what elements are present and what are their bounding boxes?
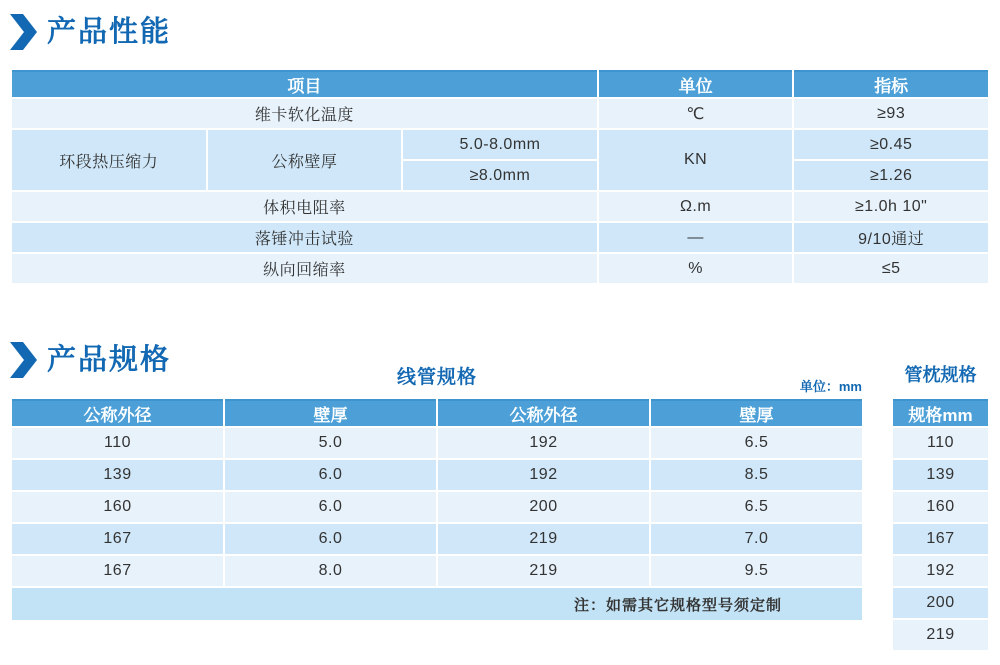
page-title: 产品性能 — [47, 15, 172, 48]
table-cell: 7.0 — [651, 524, 862, 554]
table-cell: 167 — [12, 556, 223, 586]
table-cell: 110 — [12, 428, 223, 458]
table-cell: 167 — [893, 524, 988, 554]
header-cell: 公称外径 — [438, 399, 649, 426]
table-row — [893, 460, 988, 490]
table-cell: 200 — [438, 492, 649, 522]
table-cell: ≥8.0mm — [403, 161, 597, 190]
table-cell: 160 — [12, 492, 223, 522]
table-cell: 200 — [893, 588, 988, 618]
chevron-icon — [10, 14, 37, 50]
table-header-row — [12, 70, 988, 97]
header-cell: 壁厚 — [225, 399, 436, 426]
table-cell: ≥93 — [794, 99, 988, 128]
table-row — [893, 524, 988, 554]
table-header-row — [893, 399, 988, 426]
note-cell: 注：如需其它规格型号须定制 — [12, 588, 862, 620]
table-row — [893, 492, 988, 522]
table-cell: 8.0 — [225, 556, 436, 586]
header-cell-unit: 单位 — [599, 70, 793, 97]
table-cell: 192 — [893, 556, 988, 586]
table-row — [12, 460, 862, 490]
table-cell: 192 — [438, 428, 649, 458]
table-cell: % — [599, 254, 793, 283]
table-row — [893, 428, 988, 458]
table-cell: ℃ — [599, 99, 793, 128]
table-cell: ≥0.45 — [794, 130, 988, 159]
table-cell: 139 — [893, 460, 988, 490]
table-cell: 环段热压缩力 — [12, 130, 206, 190]
table-cell: 192 — [438, 460, 649, 490]
table-cell: — — [599, 223, 793, 252]
table-row — [893, 588, 988, 618]
table-cell: ≤5 — [794, 254, 988, 283]
table-cell: 6.0 — [225, 524, 436, 554]
unit-note: 单位：mm — [799, 379, 862, 394]
table-cell: 体积电阻率 — [12, 192, 597, 221]
table-row — [12, 428, 862, 458]
table-row — [12, 130, 988, 159]
table-cell: KN — [599, 130, 793, 190]
header-cell-item: 项目 — [12, 70, 597, 97]
table-cell: ≥1.0h 10" — [794, 192, 988, 221]
table-cell: 110 — [893, 428, 988, 458]
table-cell: 纵向回缩率 — [12, 254, 597, 283]
table-row — [12, 492, 862, 522]
table-cell: 维卡软化温度 — [12, 99, 597, 128]
pipe-spec-table — [10, 397, 864, 622]
table-cell: 9.5 — [651, 556, 862, 586]
table-cell: 5.0-8.0mm — [403, 130, 597, 159]
table-row — [12, 254, 988, 283]
header-cell-index: 指标 — [794, 70, 988, 97]
table-row — [893, 620, 988, 650]
performance-table — [10, 68, 990, 285]
table-cell: Ω.m — [599, 192, 793, 221]
table-row — [12, 192, 988, 221]
table-cell: 公称壁厚 — [208, 130, 402, 190]
table-cell: 8.5 — [651, 460, 862, 490]
performance-section-title — [10, 14, 171, 50]
table-cell: 6.0 — [225, 492, 436, 522]
table-cell: 6.0 — [225, 460, 436, 490]
header-cell: 公称外径 — [12, 399, 223, 426]
header-cell: 壁厚 — [651, 399, 862, 426]
table-cell: 6.5 — [651, 428, 862, 458]
table-cell: 167 — [12, 524, 223, 554]
table-cell: 219 — [438, 556, 649, 586]
table-row — [12, 223, 988, 252]
table-header-row — [12, 399, 862, 426]
table-row — [12, 556, 862, 586]
header-cell: 规格mm — [893, 399, 988, 426]
pillow-spec-table — [891, 397, 990, 652]
table-cell: 219 — [438, 524, 649, 554]
pillow-table-caption: 管枕规格 — [904, 365, 977, 385]
table-note-row — [12, 588, 862, 620]
table-row — [893, 556, 988, 586]
table-cell: ≥1.26 — [794, 161, 988, 190]
table-row — [12, 524, 862, 554]
section-title-text: 产品规格 — [47, 343, 172, 376]
table-row — [12, 99, 988, 128]
table-cell: 160 — [893, 492, 988, 522]
table-cell: 9/10通过 — [794, 223, 988, 252]
table-cell: 5.0 — [225, 428, 436, 458]
pipe-table-caption: 线管规格 — [396, 367, 477, 388]
table-cell: 落锤冲击试验 — [12, 223, 597, 252]
table-cell: 139 — [12, 460, 223, 490]
table-cell: 219 — [893, 620, 988, 650]
table-cell: 6.5 — [651, 492, 862, 522]
